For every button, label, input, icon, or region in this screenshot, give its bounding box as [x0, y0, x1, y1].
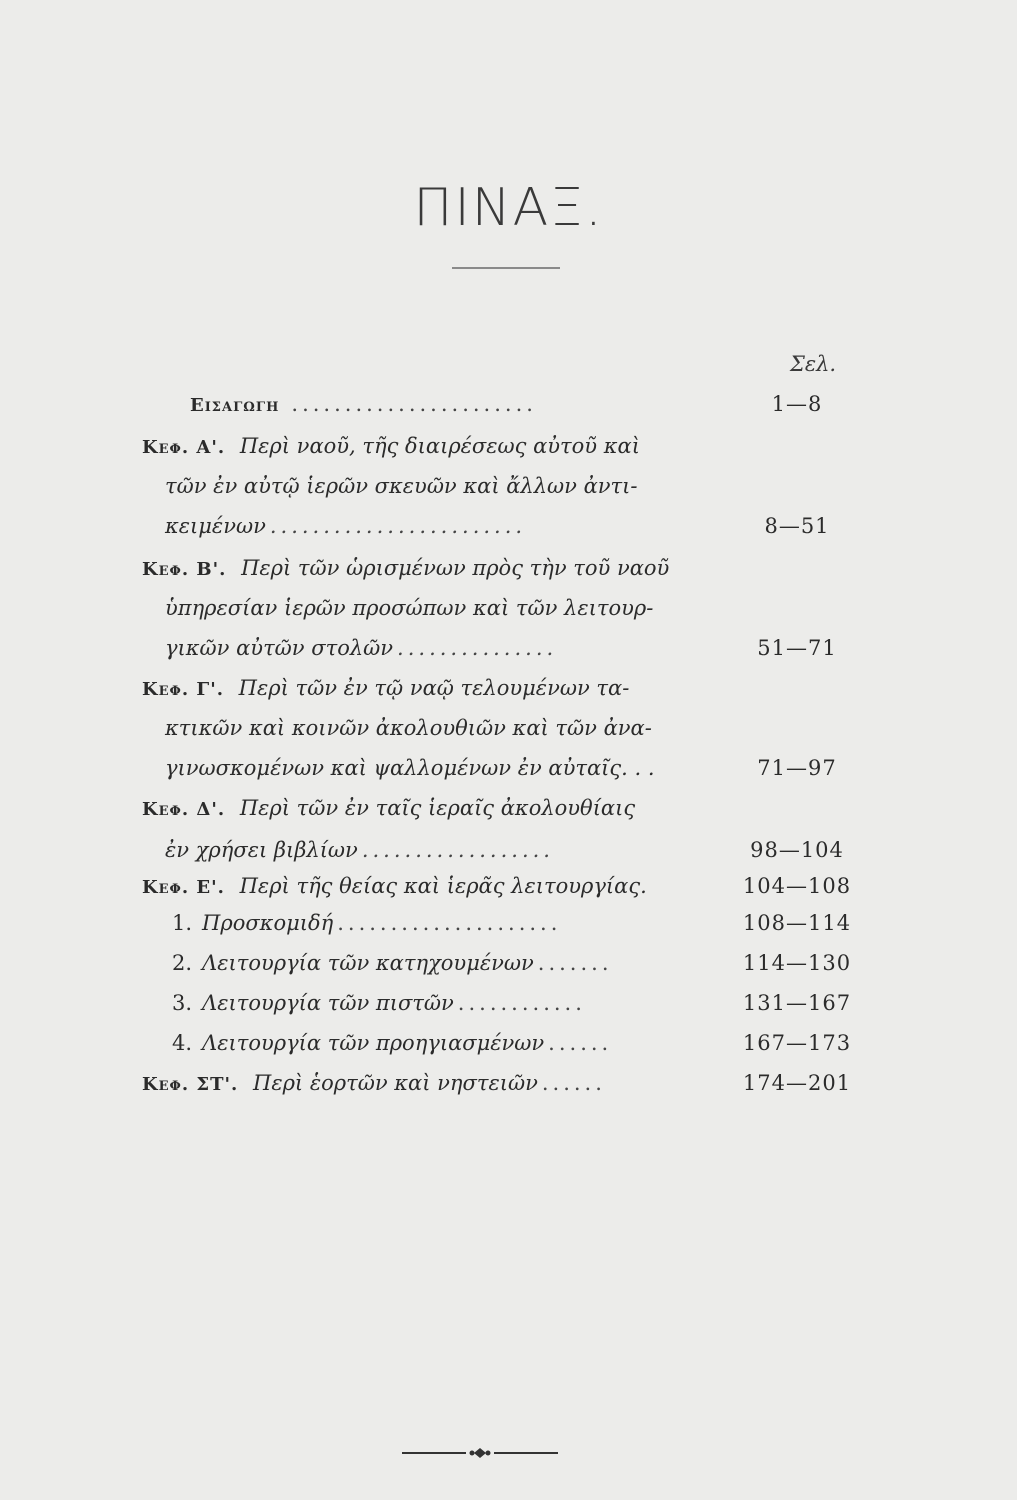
toc-subentry-4[interactable] — [172, 1025, 612, 1061]
entry-label: Κεφ. Γ'. — [142, 679, 224, 700]
toc-entry-chapter-g[interactable] — [142, 670, 629, 706]
entry-pages: 98—104 — [750, 838, 844, 862]
entry-text-line-last — [165, 508, 526, 544]
entry-text-line-last — [165, 832, 554, 868]
entry-label: 4. — [172, 1031, 193, 1055]
toc-entry-chapter-a[interactable] — [142, 428, 640, 464]
entry-pages: 8—51 — [764, 514, 830, 538]
entry-pages: 71—97 — [757, 756, 837, 780]
entry-pages: 1—8 — [771, 392, 823, 416]
entry-pages: 104—108 — [742, 874, 852, 898]
entry-text-line: Λειτουργία τῶν προηγιασμένων — [202, 1031, 545, 1055]
entry-text-line: τῶν ἐν αὐτῷ ἱερῶν σκευῶν καὶ ἄλλων ἀντι- — [165, 474, 638, 498]
entry-text-line: Προσκομιδή — [202, 911, 334, 935]
entry-pages: 114—130 — [742, 951, 852, 975]
leader-dots: ...... — [548, 1031, 613, 1055]
entry-text-line: Περὶ τῆς θείας καὶ ἱερᾶς λειτουργίας. — [239, 874, 647, 898]
entry-text: κειμένων — [165, 514, 266, 538]
toc-entry-chapter-e[interactable] — [142, 868, 647, 904]
entry-text-line: ὑπηρεσίαν ἱερῶν προσώπων καὶ τῶν λειτουρ- — [165, 596, 654, 620]
entry-pages: 131—167 — [742, 991, 852, 1015]
entry-pages: 108—114 — [742, 911, 852, 935]
leader-dots: ....... — [537, 951, 613, 975]
entry-label: Κεφ. Α'. — [142, 437, 226, 458]
pages-column-header: Σελ. — [790, 352, 837, 376]
leader-dots: ............... — [397, 636, 558, 660]
toc-subentry-2[interactable] — [172, 945, 613, 981]
toc-entry-chapter-st[interactable] — [142, 1065, 606, 1101]
title-rule — [452, 267, 560, 269]
entry-text-line: Περὶ τῶν ἐν ταῖς ἱεραῖς ἀκολουθίαις — [239, 796, 636, 820]
entry-label: Κεφ. Ε'. — [142, 877, 225, 898]
leader-dots: ........................ — [269, 514, 527, 538]
entry-text-line: κτικῶν καὶ κοινῶν ἀκολουθιῶν καὶ τῶν ἀνα- — [165, 716, 652, 740]
entry-label: 2. — [172, 951, 193, 975]
entry-text: γικῶν αὐτῶν στολῶν — [165, 636, 394, 660]
toc-entry-chapter-b[interactable] — [142, 550, 669, 586]
entry-pages: 174—201 — [742, 1071, 852, 1095]
leader-dots: ............ — [457, 991, 586, 1015]
entry-pages: 51—71 — [757, 636, 837, 660]
leader-dots: ....................... — [291, 392, 537, 416]
entry-text-line: Περὶ τῶν ἐν τῷ ναῷ τελουμένων τα- — [238, 676, 630, 700]
entry-label: Κεφ. ΣΤ'. — [142, 1074, 239, 1095]
entry-label: Κεφ. Δ'. — [142, 799, 226, 820]
entry-label: Εισαγωγη — [190, 395, 280, 416]
entry-text-line: γινωσκομένων καὶ ψαλλομένων ἐν αὐταῖς. . . — [165, 756, 655, 780]
entry-text-line: Περὶ ναοῦ, τῆς διαιρέσεως αὐτοῦ καὶ — [239, 434, 640, 458]
toc-subentry-3[interactable] — [172, 985, 586, 1021]
entry-label: 1. — [172, 911, 193, 935]
entry-text: ἐν χρήσει βιβλίων — [165, 838, 358, 862]
ornament-divider — [400, 1445, 560, 1461]
leader-dots: .................. — [361, 838, 554, 862]
entry-text-line: Περὶ ἑορτῶν καὶ νηστειῶν — [253, 1071, 538, 1095]
entry-pages: 167—173 — [742, 1031, 852, 1055]
entry-label: Κεφ. Β'. — [142, 559, 227, 580]
toc-entry-chapter-d[interactable] — [142, 790, 635, 826]
toc-subentry-1[interactable] — [172, 905, 561, 941]
entry-text-line: Λειτουργία τῶν πιστῶν — [202, 991, 454, 1015]
leader-dots: ...... — [541, 1071, 606, 1095]
entry-label: 3. — [172, 991, 193, 1015]
page-title: ΠΙΝΑΞ. — [413, 178, 604, 238]
leader-dots: ..................... — [337, 911, 562, 935]
entry-text-line: Λειτουργία τῶν κατηχουμένων — [202, 951, 534, 975]
entry-text-line-last — [165, 630, 557, 666]
toc-entry-introduction[interactable] — [190, 386, 537, 422]
entry-text-line: Περὶ τῶν ὡρισμένων πρὸς τὴν τοῦ ναοῦ — [241, 556, 670, 580]
